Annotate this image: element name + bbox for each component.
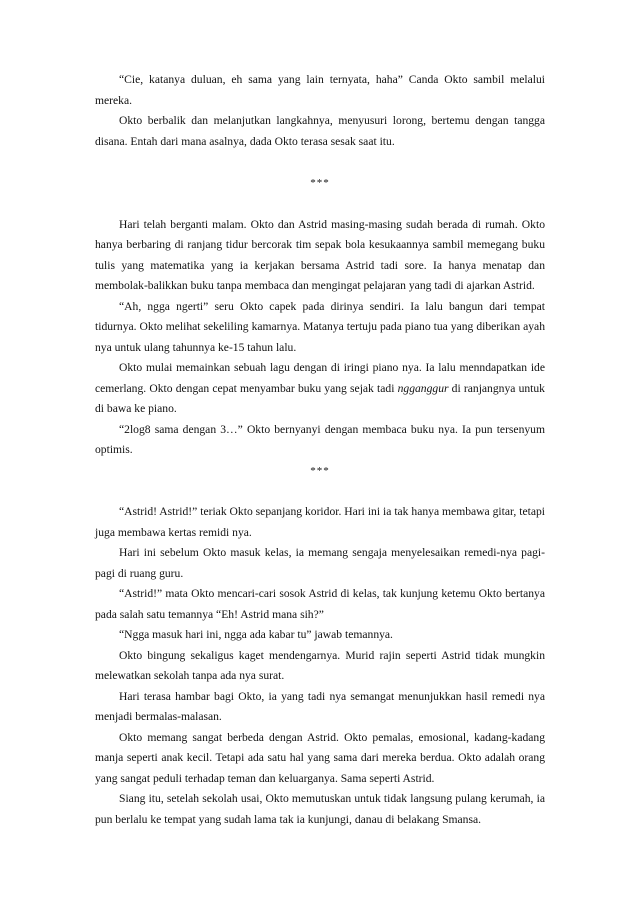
paragraph: Siang itu, setelah sekolah usai, Okto memutuskan untuk tidak langsung pulang kerumah, ia pun berlalu ke tempat yang sudah lama tak ia kunjungi, danau di belakang Smansa.	[95, 792, 545, 826]
paragraph	[95, 358, 545, 420]
paragraph: Okto bingung sekaligus kaget mendengarnya. Murid rajin seperti Astrid tidak mungkin melewatkan sekolah tanpa ada nya surat.	[95, 648, 545, 682]
paragraph-text: di ranjangnya untuk di bawa ke piano.	[95, 381, 545, 415]
spacer	[95, 194, 545, 215]
paragraph: “Cie, katanya duluan, eh sama yang lain ternyata, haha” Canda Okto sambil melalui mereka.	[95, 73, 545, 107]
paragraph: Hari ini sebelum Okto masuk kelas, ia memang sengaja menyelesaikan remedi-nya pagi-pagi di ruang guru.	[95, 546, 545, 580]
spacer	[95, 481, 545, 502]
paragraph: “Astrid! Astrid!” teriak Okto sepanjang koridor. Hari ini ia tak hanya membawa gitar, tetapi juga membawa kertas remidi nya.	[95, 505, 545, 539]
paragraph: Hari terasa hambar bagi Okto, ia yang tadi nya semangat menunjukkan hasil remedi nya menjadi bermalas-malasan.	[95, 689, 545, 723]
paragraph: Okto memang sangat berbeda dengan Astrid. Okto pemalas, emosional, kadang-kadang manja seperti anak kecil. Tetapi ada satu hal yang sama dari mereka berdua. Okto adalah orang yang sangat peduli terhadap teman dan keluarganya. Sama seperti Astrid.	[95, 730, 545, 785]
paragraph: “Ah, ngga ngerti” seru Okto capek pada dirinya sendiri. Ia lalu bangun dari tempat tidurnya. Okto melihat sekeliling kamarnya. Matanya tertuju pada piano tua yang diberikan ayah nya untuk ulang tahunnya ke-15 tahun lalu.	[95, 299, 545, 354]
paragraph: “Ngga masuk hari ini, ngga ada kabar tu” jawab temannya.	[119, 628, 393, 641]
section-separator: ***	[310, 177, 330, 189]
paragraph: Hari telah berganti malam. Okto dan Astrid masing-masing sudah berada di rumah. Okto hanya berbaring di ranjang tidur bercorak tim sepak bola kesukaannya sambil memegang buku tulis yang matematika yang ia kerjakan bersama Astrid tadi sore. Ia hanya menatap dan membolak-balikkan buku tanpa membaca dan mengingat pelajaran yang tadi di ajarkan Astrid.	[95, 217, 545, 292]
document-body	[95, 70, 545, 830]
paragraph-text: Okto mulai memainkan sebuah lagu dengan di iringi piano nya. Ia lalu menndapatkan ide cemerlang. Okto dengan cepat menyambar buku yang sejak tadi	[95, 361, 545, 395]
paragraph: “2log8 sama dengan 3…” Okto bernyanyi dengan membaca buku nya. Ia pun tersenyum optimis.	[95, 422, 545, 456]
paragraph: Okto berbalik dan melanjutkan langkahnya, menyusuri lorong, bertemu dengan tangga disana. Entah dari mana asalnya, dada Okto terasa sesak saat itu.	[95, 114, 545, 148]
section-separator: ***	[310, 464, 330, 477]
italic-word: ngganggur	[397, 381, 449, 395]
spacer	[95, 152, 545, 173]
paragraph: “Astrid!” mata Okto mencari-cari sosok Astrid di kelas, tak kunjung ketemu Okto bertanya pada salah satu temannya “Eh! Astrid mana sih?”	[95, 587, 545, 621]
